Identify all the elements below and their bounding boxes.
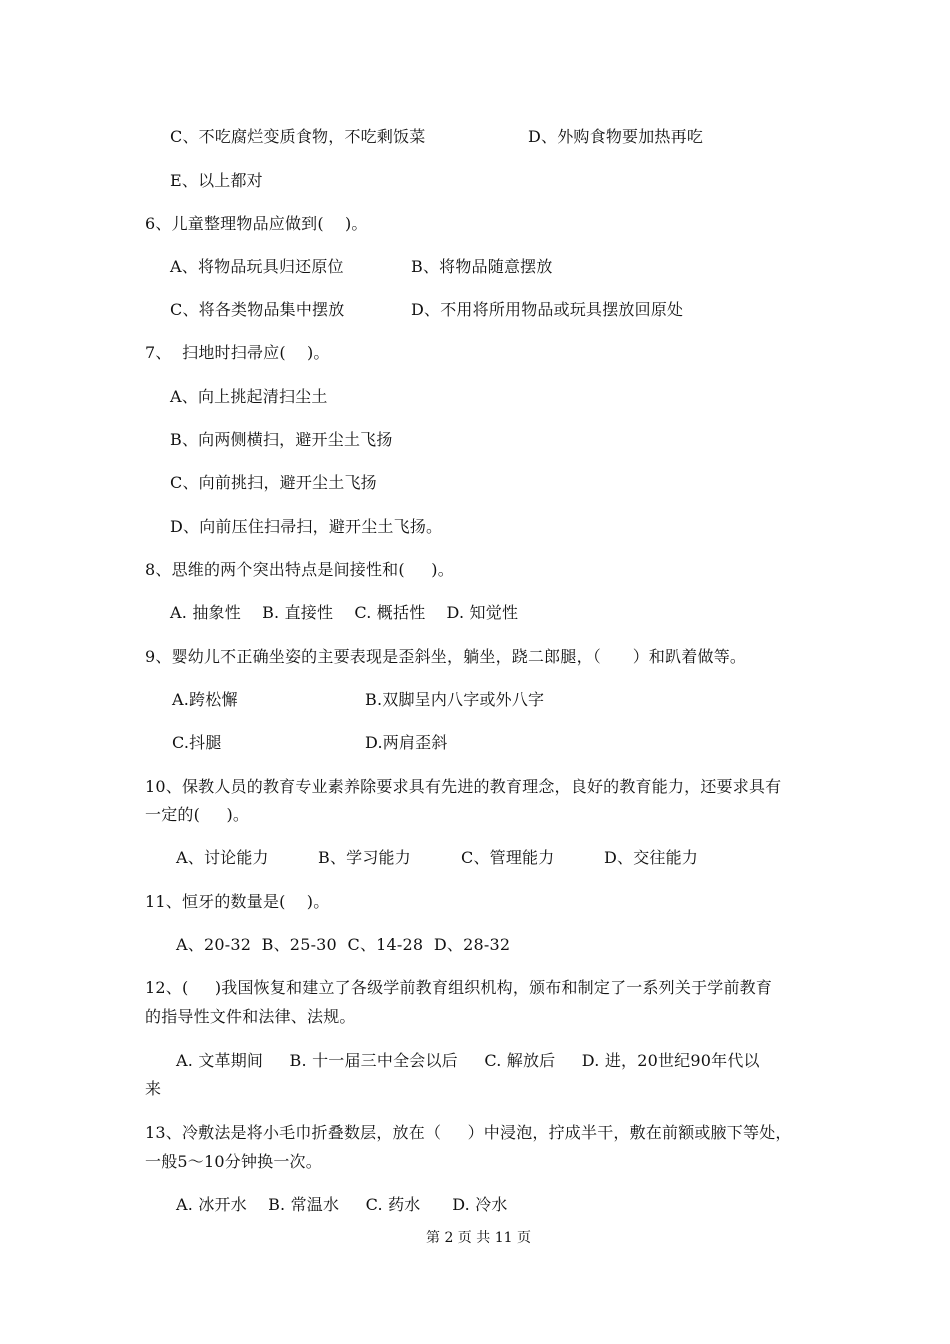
q13-stem-line1: 13、冷敷法是将小毛巾折叠数层，放在（ ）中浸泡，拧成半干，敷在前额或腋下等处， — [145, 1123, 792, 1142]
q5-option-c: C、不吃腐烂变质食物，不吃剩饭菜 — [170, 127, 426, 146]
q9-option-c: C.抖腿 — [172, 733, 222, 752]
q12-options-line2: 来 — [145, 1079, 162, 1098]
q7-option-b: B、向两侧横扫，避开尘土飞扬 — [170, 430, 393, 449]
q6-option-a: A、将物品玩具归还原位 — [170, 257, 344, 276]
q7-stem: 7、 扫地时扫帚应( )。 — [145, 343, 330, 362]
q8-options: A. 抽象性 B. 直接性 C. 概括性 D. 知觉性 — [170, 603, 519, 622]
q6-option-c: C、将各类物品集中摆放 — [170, 300, 345, 319]
q13-stem-line2: 一般5～10分钟换一次。 — [145, 1152, 322, 1171]
q9-stem: 9、婴幼儿不正确坐姿的主要表现是歪斜坐，躺坐，跷二郎腿，（ ）和趴着做等。 — [145, 647, 747, 666]
q9-option-d: D.两肩歪斜 — [365, 733, 448, 752]
q12-stem-line2: 的指导性文件和法律、法规。 — [145, 1007, 356, 1026]
q12-stem-line1: 12、( )我国恢复和建立了各级学前教育组织机构，颁布和制定了一系列关于学前教育 — [145, 978, 773, 997]
q7-option-d: D、向前压住扫帚扫，避开尘土飞扬。 — [170, 517, 443, 536]
q10-option-c: C、管理能力 — [461, 848, 555, 867]
q11-stem: 11、恒牙的数量是( )。 — [145, 892, 330, 911]
q10-stem-line1: 10、保教人员的教育专业素养除要求具有先进的教育理念，良好的教育能力，还要求具有 — [145, 777, 782, 796]
q5-option-e: E、以上都对 — [170, 171, 263, 190]
q5-option-d: D、外购食物要加热再吃 — [528, 127, 704, 146]
q11-options: A、20-32 B、25-30 C、14-28 D、28-32 — [176, 935, 511, 954]
q7-option-a: A、向上挑起清扫尘土 — [170, 387, 328, 406]
q10-option-d: D、交往能力 — [604, 848, 699, 867]
q12-options-line1: A. 文革期间 B. 十一届三中全会以后 C. 解放后 D. 进，20世纪90年代以 — [176, 1051, 760, 1070]
q10-stem-line2: 一定的( )。 — [145, 805, 250, 824]
q7-option-c: C、向前挑扫，避开尘土飞扬 — [170, 473, 377, 492]
q10-option-a: A、讨论能力 — [176, 848, 269, 867]
q6-option-d: D、不用将所用物品或玩具摆放回原处 — [411, 300, 684, 319]
page-number-footer: 第 2 页 共 11 页 — [426, 1230, 531, 1246]
q9-option-a: A.跨松懈 — [172, 690, 238, 709]
q9-option-b: B.双脚呈内八字或外八字 — [365, 690, 545, 709]
q6-option-b: B、将物品随意摆放 — [411, 257, 553, 276]
q10-option-b: B、学习能力 — [318, 848, 411, 867]
q13-options: A. 冰开水 B. 常温水 C. 药水 D. 冷水 — [176, 1195, 508, 1214]
q6-stem: 6、儿童整理物品应做到( )。 — [145, 214, 368, 233]
q8-stem: 8、思维的两个突出特点是间接性和( )。 — [145, 560, 454, 579]
